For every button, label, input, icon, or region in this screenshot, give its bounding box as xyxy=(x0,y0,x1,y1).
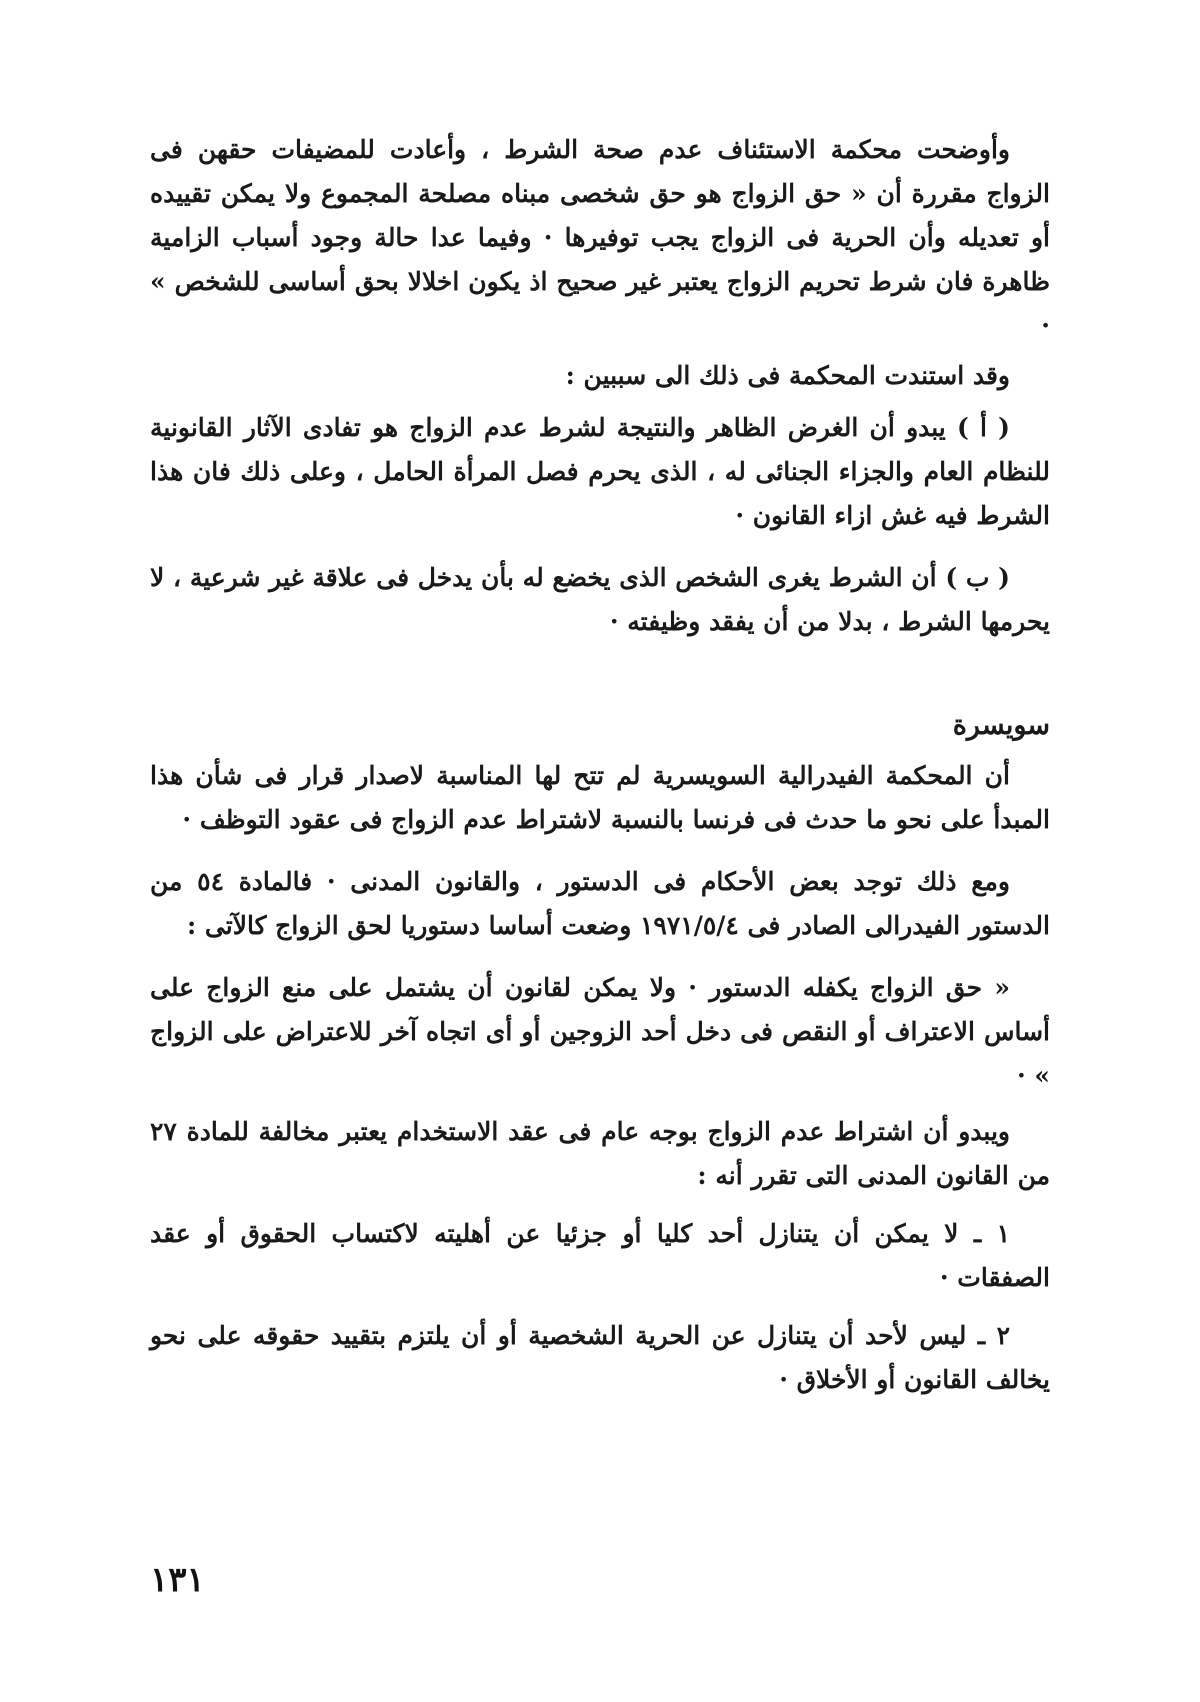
page-number: ١٣١ xyxy=(150,1560,205,1600)
reason-a: ( أ ) يبدو أن الغرض الظاهر والنتيجة لشرط عدم الزواج هو تفادى الآثار القانونية للنظام العام والجزاء الجنائى له ، الذى يحرم فصل المرأة الحامل ، وعلى ذلك فان هذا الشرط فيه غش ازاء القانون · xyxy=(150,413,1050,530)
paragraph-constitution-article: ومع ذلك توجد بعض الأحكام فى الدستور ، والقانون المدنى · فالمادة ٥٤ من الدستور الفيدرالى الصادر فى ١٩٧١/٥/٤ وضعت أساسا دستوريا لحق الزواج كالآتى : xyxy=(150,867,1050,940)
constitution-quote: « حق الزواج يكفله الدستور · ولا يمكن لقانون أن يشتمل على منع الزواج على أساس الاعتراف أو النقص فى دخل أحد الزوجين أو أى اتجاه آخر للاعتراض على الزواج » · xyxy=(150,973,1050,1090)
civil-code-clause-1: ١ ـ لا يمكن أن يتنازل أحد كليا أو جزئيا عن أهليته لاكتساب الحقوق أو عقد الصفقات · xyxy=(150,1219,1050,1292)
paragraph-civil-code: ويبدو أن اشتراط عدم الزواج بوجه عام فى عقد الاستخدام يعتبر مخالفة للمادة ٢٧ من القانون المدنى التى تقرر أنه : xyxy=(150,1117,1050,1190)
paragraph-two-reasons: وقد استندت المحكمة فى ذلك الى سببين : xyxy=(565,361,1010,390)
body-text xyxy=(150,128,1050,1402)
paragraph-court-ruling: وأوضحت محكمة الاستئناف عدم صحة الشرط ، وأعادت للمضيفات حقهن فى الزواج مقررة أن « حق الزواج هو حق شخصى مبناه مصلحة المجموع ولا يمكن تقييده أو تعديله وأن الحرية فى الزواج يجب توفيرها · وفيما عدا حالة وجود أسباب الزامية ظاهرة فان شرط تحريم الزواج يعتبر غير صحيح اذ يكون اخلالا بحق أساسى للشخص » · xyxy=(150,135,1050,340)
civil-code-clause-2: ٢ ـ ليس لأحد أن يتنازل عن الحرية الشخصية أو أن يلتزم بتقييد حقوقه على نحو يخالف القانون أو الأخلاق · xyxy=(150,1321,1050,1394)
reason-b: ( ب ) أن الشرط يغرى الشخص الذى يخضع له بأن يدخل فى علاقة غير شرعية ، لا يحرمها الشرط ، بدلا من أن يفقد وظيفته · xyxy=(150,563,1050,636)
paragraph-federal-court: أن المحكمة الفيدرالية السويسرية لم تتح لها المناسبة لاصدار قرار فى شأن هذا المبدأ على نحو ما حدث فى فرنسا بالنسبة لاشتراط عدم الزواج فى عقود التوظف · xyxy=(150,761,1050,834)
section-heading-switzerland: سويسرة xyxy=(952,710,1050,741)
